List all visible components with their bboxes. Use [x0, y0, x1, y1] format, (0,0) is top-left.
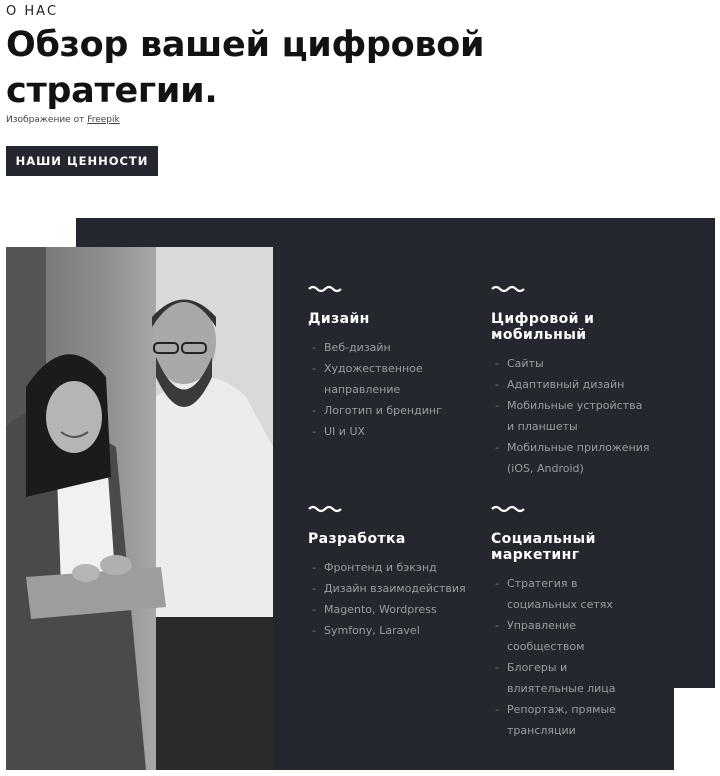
page-title: Обзор вашей цифровой стратегии. [6, 25, 485, 111]
wave-icon [491, 505, 525, 513]
service-list [308, 337, 488, 442]
wave-icon [491, 285, 525, 293]
list-item: - Адаптивный дизайн [491, 374, 671, 395]
list-item: - Фронтенд и бэкэнд [308, 557, 488, 578]
service-title: Дизайн [308, 311, 370, 327]
credit-prefix: Изображение от [6, 115, 85, 125]
wave-icon [308, 505, 342, 513]
service-design [308, 285, 488, 442]
list-item: - Мобильные приложения (iOS, Android) [491, 437, 651, 479]
list-item: - Мобильные устройства и планшеты [491, 395, 651, 437]
service-list [308, 557, 488, 641]
list-item: - Веб-дизайн [308, 337, 488, 358]
service-list [491, 353, 671, 479]
service-development [308, 505, 488, 641]
credit-link[interactable]: Freepik [87, 115, 120, 125]
list-item: - Блогеры и влиятельные лица [491, 657, 641, 699]
list-item: - Magento, Wordpress [308, 599, 488, 620]
wave-icon [308, 285, 342, 293]
service-list [491, 573, 671, 741]
list-item: - Управление сообществом [491, 615, 611, 657]
service-social-marketing [491, 505, 671, 741]
list-item: - Дизайн взаимодействия [308, 578, 488, 599]
team-photo-icon [6, 247, 273, 770]
list-item: - Художественное направление [308, 358, 428, 400]
our-values-button[interactable]: НАШИ ЦЕННОСТИ [6, 146, 158, 176]
list-item: - Стратегия в социальных сетях [491, 573, 641, 615]
eyebrow-label: О НАС [6, 4, 59, 19]
list-item: - UI и UX [308, 421, 488, 442]
team-photo [6, 247, 273, 770]
service-title: Цифровой и мобильный [491, 311, 595, 343]
list-item: - Сайты [491, 353, 671, 374]
list-item: - Логотип и брендинг [308, 400, 488, 421]
list-item: - Symfony, Laravel [308, 620, 488, 641]
service-title: Разработка [308, 531, 406, 547]
service-digital-mobile [491, 285, 671, 479]
list-item: - Репортаж, прямые трансляции [491, 699, 621, 741]
service-title: Социальный маркетинг [491, 531, 596, 563]
image-credit [6, 115, 120, 125]
